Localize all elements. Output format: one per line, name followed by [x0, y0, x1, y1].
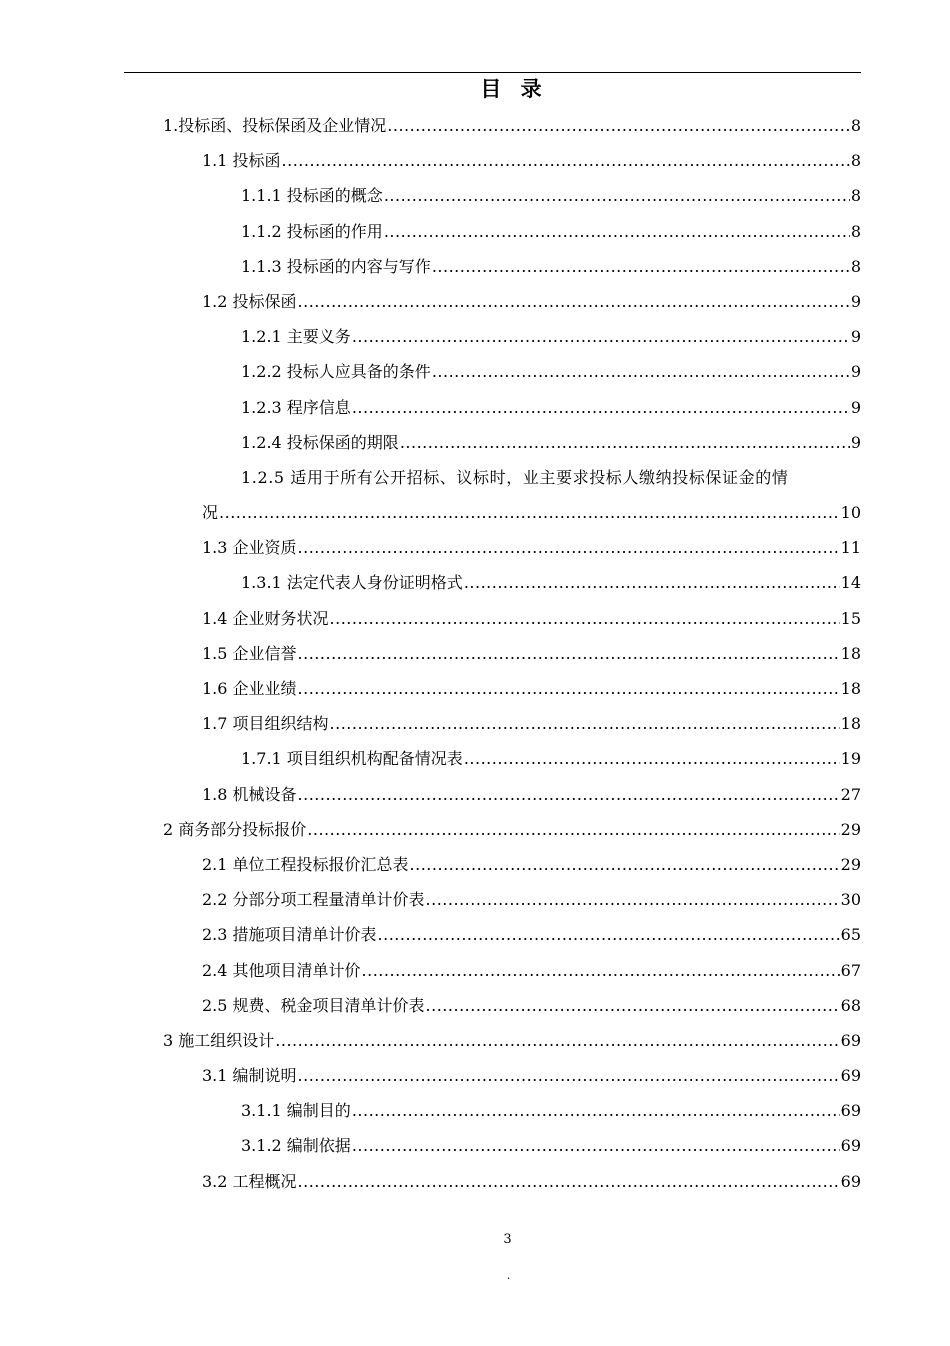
toc-entry-label: 1.投标函、投标保函及企业情况: [163, 116, 387, 135]
toc-entry-page: 29: [840, 819, 861, 839]
toc-entry-page: 19: [840, 749, 861, 769]
toc-entry-label: 3.1.1 编制目的: [241, 1101, 351, 1121]
toc-entry-page: 11: [840, 538, 861, 558]
toc-entry-label: 1.2.1 主要义务: [241, 327, 351, 347]
toc-entry[interactable]: [0, 741, 950, 776]
toc-title: 目 录: [480, 77, 548, 101]
dot-leader: [298, 1164, 840, 1199]
toc-entry-label: 3.1 编制说明: [202, 1066, 297, 1086]
toc-entry-page: 68: [840, 995, 861, 1015]
toc-entry-page: 18: [840, 643, 861, 663]
toc-entry-page: 69: [840, 1030, 861, 1050]
toc-entry-label: 1.4 企业财务状况: [202, 608, 329, 628]
toc-entry-page: 8: [850, 151, 861, 171]
toc-entry[interactable]: [0, 425, 950, 460]
toc-entry-label: 1.7.1 项目组织机构配备情况表: [241, 749, 463, 769]
toc-entry[interactable]: [0, 706, 950, 741]
toc-entry-label: 2.2 分部分项工程量清单计价表: [202, 890, 425, 910]
dot-leader: [298, 1058, 840, 1093]
dot-leader: [426, 882, 840, 917]
toc-entry-page: 67: [840, 960, 861, 980]
toc-entry-page: 8: [850, 116, 861, 135]
toc-entry-page: 9: [850, 397, 861, 417]
toc-entry[interactable]: [0, 565, 950, 600]
toc-entry-label: 1.2.2 投标人应具备的条件: [241, 362, 431, 382]
toc-entry-label: 1.5 企业信誉: [202, 643, 297, 663]
toc-entry-label: 1.8 机械设备: [202, 784, 297, 804]
toc-entry[interactable]: [0, 284, 950, 319]
toc-entry[interactable]: [0, 847, 950, 882]
dot-leader: [307, 812, 839, 847]
toc-entry-page: 69: [840, 1066, 861, 1086]
toc-entry-page: 9: [850, 291, 861, 311]
toc-entry-label: 1.2.3 程序信息: [241, 397, 351, 417]
toc-entry-page: 15: [840, 608, 861, 628]
dot-leader: [298, 530, 840, 565]
dot-leader: [282, 143, 850, 178]
toc-entry-label: 1.1.1 投标函的概念: [241, 186, 383, 206]
dot-leader: [400, 425, 850, 460]
toc-entry-page: 27: [840, 784, 861, 804]
dot-leader: [330, 706, 840, 741]
toc-entry-page: 18: [840, 714, 861, 734]
toc-entry-page: 30: [840, 890, 861, 910]
toc-entry-page: 10: [840, 503, 861, 523]
dot-leader: [432, 354, 850, 389]
toc-entry[interactable]: [0, 777, 950, 812]
dot-leader: [298, 777, 840, 812]
toc-entry-label: 1.2 投标保函: [202, 291, 297, 311]
toc-entry[interactable]: [0, 354, 950, 389]
toc-entry-page: 8: [850, 221, 861, 241]
toc-entry[interactable]: [0, 214, 950, 249]
toc-entry[interactable]: [0, 108, 950, 143]
dot-leader: [432, 249, 850, 284]
page-number: 3: [503, 1232, 512, 1247]
toc-entry-label: 1.1.2 投标函的作用: [241, 221, 383, 241]
toc-entry-label: 3.1.2 编制依据: [241, 1136, 351, 1156]
toc-entry[interactable]: [0, 671, 950, 706]
dot-leader: [387, 108, 850, 143]
footer-mark: .: [506, 1269, 511, 1282]
toc-entry[interactable]: [0, 882, 950, 917]
header-rule: [124, 72, 861, 73]
toc-entry-label: 1.6 企业业绩: [202, 679, 297, 698]
dot-leader: [219, 495, 840, 530]
toc-entry-label: 2.5 规费、税金项目清单计价表: [202, 995, 425, 1015]
toc-entry-label-line1: 1.2.5 适用于所有公开招标、议标时，业主要求投标人缴纳投标保证金的情: [241, 467, 789, 487]
toc-entry[interactable]: [0, 601, 950, 636]
dot-leader: [410, 847, 840, 882]
toc-entry-page: 9: [850, 432, 861, 452]
toc-entry-label: 2 商务部分投标报价: [163, 819, 307, 839]
toc-entry[interactable]: [0, 178, 950, 213]
toc-entry-label: 3 施工组织设计: [163, 1030, 275, 1050]
dot-leader: [378, 917, 840, 952]
dot-leader: [362, 953, 840, 988]
dot-leader: [464, 741, 840, 776]
toc-entry[interactable]: [0, 319, 950, 354]
toc-entry[interactable]: [0, 530, 950, 565]
toc-entry-page: 29: [840, 854, 861, 874]
toc-entry[interactable]: [0, 917, 950, 952]
toc-entry-label: 1.3 企业资质: [202, 538, 297, 558]
toc-entry[interactable]: [0, 143, 950, 178]
toc-entry[interactable]: [0, 812, 950, 847]
toc-entry[interactable]: [0, 390, 950, 425]
dot-leader: [352, 319, 850, 354]
toc-entry-page: 8: [850, 256, 861, 276]
toc-entry-page: 9: [850, 362, 861, 382]
toc-entry[interactable]: [0, 1093, 950, 1128]
toc-entry[interactable]: [0, 953, 950, 988]
toc-entry-page: 69: [840, 1136, 861, 1156]
toc-entry-label: 1.1.3 投标函的内容与写作: [241, 256, 431, 276]
toc-entry-label: 2.4 其他项目清单计价: [202, 960, 361, 980]
dot-leader: [352, 390, 850, 425]
toc-entry-label: 1.1 投标函: [202, 151, 281, 171]
toc-entry[interactable]: [0, 1023, 950, 1058]
toc-entry-label: 1.3.1 法定代表人身份证明格式: [241, 573, 463, 593]
toc-entry-label: 1.7 项目组织结构: [202, 714, 329, 734]
toc-entry-page: 65: [840, 925, 861, 945]
dot-leader: [384, 178, 850, 213]
toc-entry-wrapped[interactable]: [0, 460, 950, 530]
toc-entry-page: 18: [840, 679, 861, 698]
toc-entry-page: 9: [850, 327, 861, 347]
toc-entry-label-line2: 况: [202, 503, 219, 523]
table-of-contents: [0, 108, 950, 1199]
dot-leader: [352, 1128, 840, 1163]
dot-leader: [426, 988, 840, 1023]
toc-entry[interactable]: [0, 1164, 950, 1199]
toc-entry-page: 69: [840, 1101, 861, 1121]
toc-entry[interactable]: [0, 636, 950, 671]
dot-leader: [298, 284, 850, 319]
dot-leader: [298, 671, 840, 706]
toc-entry[interactable]: [0, 1058, 950, 1093]
toc-entry[interactable]: [0, 988, 950, 1023]
dot-leader: [330, 601, 840, 636]
toc-entry-label: 3.2 工程概况: [202, 1171, 297, 1191]
toc-entry-page: 8: [850, 186, 861, 206]
toc-entry-label: 1.2.4 投标保函的期限: [241, 432, 399, 452]
dot-leader: [298, 636, 840, 671]
dot-leader: [464, 565, 840, 600]
dot-leader: [275, 1023, 839, 1058]
toc-entry[interactable]: [0, 1128, 950, 1163]
toc-entry-label: 2.3 措施项目清单计价表: [202, 925, 377, 945]
toc-entry-page: 14: [840, 573, 861, 593]
toc-entry-page: 69: [840, 1171, 861, 1191]
dot-leader: [352, 1093, 840, 1128]
toc-entry-label: 2.1 单位工程投标报价汇总表: [202, 854, 409, 874]
dot-leader: [384, 214, 850, 249]
toc-entry[interactable]: [0, 249, 950, 284]
